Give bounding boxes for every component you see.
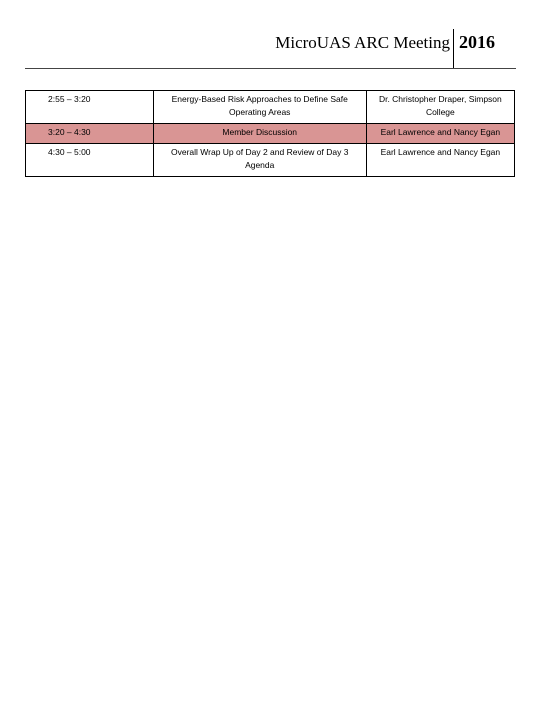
table-row [26, 124, 515, 144]
header-rule [25, 68, 516, 69]
agenda-time: 4:30 – 5:00 [26, 144, 154, 177]
table-row [26, 144, 515, 177]
agenda-table [25, 90, 515, 177]
agenda-topic: Overall Wrap Up of Day 2 and Review of Day 3 Agenda [153, 144, 366, 177]
agenda-time: 3:20 – 4:30 [26, 124, 154, 144]
agenda-time: 2:55 – 3:20 [26, 91, 154, 124]
header-divider [453, 29, 454, 69]
page-header [0, 0, 539, 70]
agenda-topic: Member Discussion [153, 124, 366, 144]
agenda-speaker: Earl Lawrence and Nancy Egan [366, 144, 514, 177]
table-row [26, 91, 515, 124]
page-title: MicroUAS ARC Meeting [275, 33, 450, 52]
agenda-speaker: Earl Lawrence and Nancy Egan [366, 124, 514, 144]
agenda-speaker: Dr. Christopher Draper, Simpson College [366, 91, 514, 124]
header-year: 2016 [459, 32, 495, 52]
agenda-topic: Energy-Based Risk Approaches to Define Safe Operating Areas [153, 91, 366, 124]
